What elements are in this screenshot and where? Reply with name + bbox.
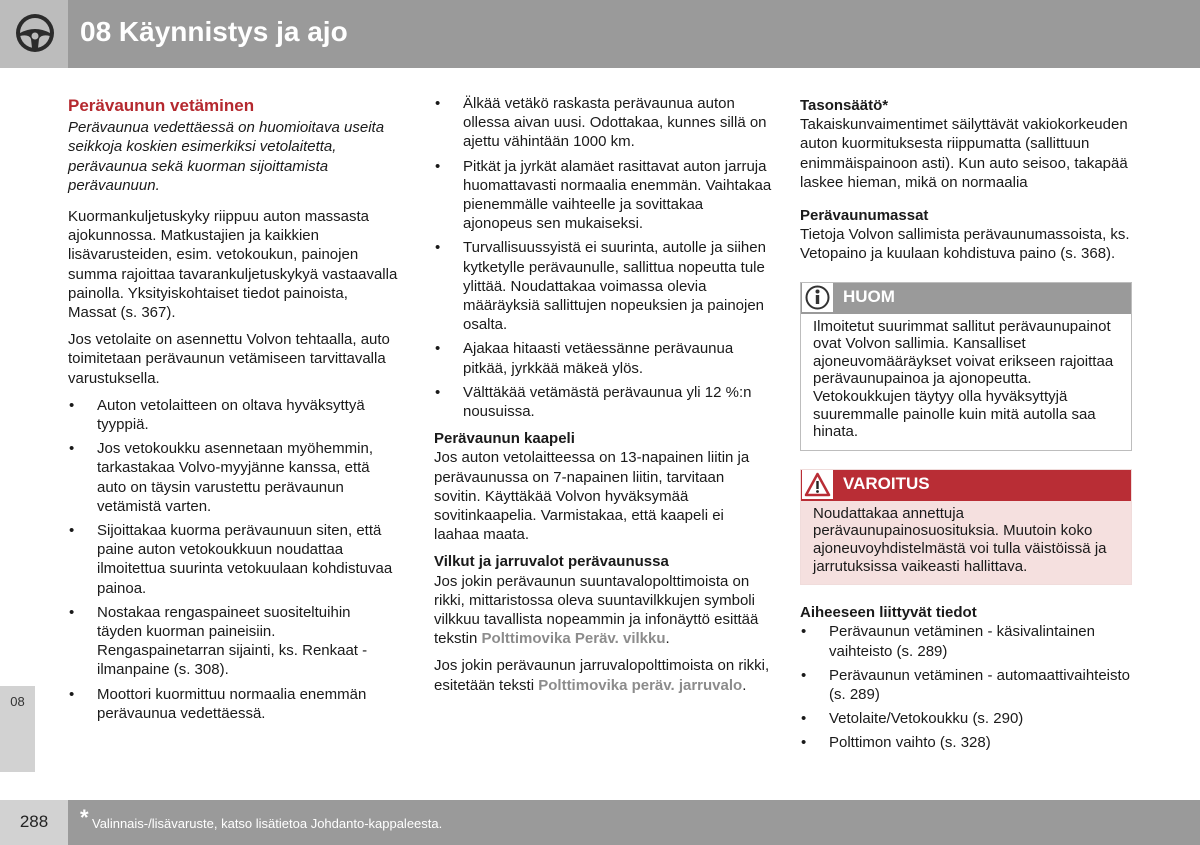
related-link[interactable] <box>800 733 1132 752</box>
cable-paragraph: Jos auton vetolaitteessa on 13-napainen liitin ja perävaunussa on 7-napainen liitin, tarvitaan sovitin. Käyttäkää Volvon hyväksymää sovitinkaapelia. Varmistakaa, että kaapeli ei laahaa maata. <box>434 449 750 544</box>
warning-header <box>801 470 1131 501</box>
note-text: Ilmoitetut suurimmat sallitut perävaunupainot ovat Volvon sallimia. Kansalliset ajoneuvomääräykset voivat erikseen rajoittaa perävaunupainoa ja ajonopeutta. Vetokoukkujen täytyy olla hyväksyttyjä suuremmalle painolle kuin mitä autolla saa hinata. <box>813 317 1114 441</box>
mass-paragraph: Tietoja Volvon sallimista perävaunumassoista, ks. Vetopaino ja kuulaan kohdistuva paino (s. 368). <box>800 226 1130 263</box>
level-heading: Tasonsäätö* <box>800 97 889 114</box>
section-intro: Perävaunua vedettäessä on huomioitava useita seikkoja koskien esimerkiksi vetolaitetta, perävaunua sekä kuorman sijoittamista perävaunuun. <box>68 119 385 194</box>
list-item-text: Nostakaa rengaspaineet suositeltuihin täyden kuorman paineisiin. Rengaspainetarran sijainti, ks. Renkaat - ilmanpaine (s. 308). <box>97 603 368 679</box>
footnote-star: * <box>80 805 89 830</box>
column-1 <box>68 94 398 728</box>
list-item-text: Ajakaa hitaasti vetäessänne perävaunua pitkää, jyrkkää mäkeä ylös. <box>463 340 734 377</box>
list-item <box>68 603 398 680</box>
warning-triangle-icon <box>802 470 833 499</box>
column-2 <box>434 94 772 703</box>
bullet-dot: • <box>435 340 441 358</box>
level-paragraph: Takaiskunvaimentimet säilyttävät vakiokorkeuden auton kuormituksesta riippumatta (sallittuun enimmäispainoon asti). Kun auto seisoo, takapää laskee hieman, mikä on normaalia <box>800 116 1128 191</box>
bullet-dot: • <box>801 710 807 728</box>
lights-period: . <box>665 630 670 648</box>
list-item <box>68 439 398 516</box>
list-item-text: Perävaunun vetäminen - käsivalintainen vaihteisto (s. 289) <box>829 623 1095 660</box>
bullet-dot: • <box>435 239 441 257</box>
list-item <box>434 157 772 234</box>
bullet-dot: • <box>801 623 807 641</box>
lights-paragraph <box>434 572 772 649</box>
warning-text: Noudattakaa annettuja perävaunupainosuosituksia. Muutoin koko ajoneuvoyhdistelmästä voi tulla väistöissä ja jarrutuksissa vaikeasti hallittava. <box>801 501 1131 584</box>
list-item <box>434 238 772 334</box>
lights-heading: Vilkut ja jarruvalot perävaunussa <box>434 553 669 571</box>
info-icon <box>802 283 833 312</box>
display-message: Polttimovika peräv. jarruvalo <box>538 676 743 694</box>
bullet-list <box>68 396 398 723</box>
list-item-text: Polttimon vaihto (s. 328) <box>829 734 991 752</box>
list-item-text: Vetolaite/Vetokoukku (s. 290) <box>829 710 1024 728</box>
note-label: HUOM <box>843 286 895 306</box>
related-link[interactable] <box>800 622 1132 660</box>
list-item <box>68 521 398 598</box>
chapter-icon-box <box>0 0 68 68</box>
side-tab-label: 08 <box>10 694 25 709</box>
paragraph-factory-towbar: Jos vetolaite on asennettu Volvon tehtaalla, auto toimitetaan perävaunun vetämiseen tarvittavalla varustuksella. <box>68 331 390 387</box>
bullet-dot: • <box>435 383 441 401</box>
cable-heading: Perävaunun kaapeli <box>434 430 575 448</box>
list-item-text: Turvallisuussyistä ei suurinta, autolle ja siihen kytketylle perävaunulle, sallittua nopeutta tule ylittää. Noudattakaa voimassa olevia määräyksiä sallittujen nopeuksien ja painojen osalta. <box>463 239 766 334</box>
chapter-header <box>0 0 1200 68</box>
footer-bar <box>68 800 1200 845</box>
paragraph-load-capacity: Kuormankuljetuskyky riippuu auton massasta ajokunnossa. Matkustajien ja kaikkien lisävarusteiden, esim. vetokoukun, painojen summa rajoittaa tavarankuljetuskykyä vastaavalla painolla. Yksityiskohtaiset tiedot painoista, Massat (s. 367). <box>68 208 398 322</box>
footnote-text: Valinnais-/lisävaruste, katso lisätietoa Johdanto-kappaleesta. <box>92 816 443 831</box>
list-item <box>434 339 772 377</box>
page-number-box <box>0 800 68 845</box>
bullet-dot: • <box>69 396 75 414</box>
bullet-dot: • <box>69 685 75 703</box>
list-item <box>68 685 398 723</box>
lights-text: Jos jokin perävaunun suuntavalopolttimoista on rikki, mittaristossa oleva suuntavilkkujen symboli vilkkuu tavallista nopeammin ja infonäyttö esittää tekstin <box>434 572 759 648</box>
column-3 <box>800 94 1132 758</box>
list-item-text: Älkää vetäkö raskasta perävaunua auton ollessa aivan uusi. Odottakaa, kunnes sillä on ajettu vähintään 1000 km. <box>463 95 767 151</box>
related-heading: Aiheeseen liittyvät tiedot <box>800 604 977 622</box>
brake-paragraph <box>434 656 772 694</box>
list-item-text: Sijoittakaa kuorma perävaunuun siten, että paine auton vetokoukkuun noudattaa ilmoitettua suurinta vetokuulaan kohdistuvaa painoa. <box>97 522 393 597</box>
note-header <box>801 283 1131 314</box>
list-item-text: Pitkät ja jyrkät alamäet rasittavat auton jarruja huomattavasti normaalia enemmän. Vaihtakaa pienemmälle vaihteelle ja sovittakaa ajonopeus sen mukaiseksi. <box>463 157 772 233</box>
list-item-text: Perävaunun vetäminen - automaattivaihteisto (s. 289) <box>829 666 1131 703</box>
list-item-text: Välttäkää vetämästä perävaunua yli 12 %:n nousuissa. <box>463 383 752 421</box>
brake-text: Jos jokin perävaunun jarruvalopolttimoista on rikki, esitetään teksti <box>434 657 770 694</box>
bullet-dot: • <box>69 603 75 621</box>
list-item <box>434 383 772 421</box>
bullet-dot: • <box>801 734 807 752</box>
list-item-text: Moottori kuormittuu normaalia enemmän perävaunua vedettäessä. <box>97 685 367 722</box>
list-item-text: Jos vetokoukku asennetaan myöhemmin, tarkastakaa Volvo-myyjänne kanssa, että auto on täysin varustettu perävaunun vetämistä varten. <box>97 440 373 515</box>
bullet-dot: • <box>69 440 75 458</box>
bullet-dot: • <box>69 522 75 540</box>
list-item <box>68 396 398 434</box>
page-number: 288 <box>19 812 49 831</box>
bullet-dot: • <box>435 157 441 175</box>
related-link[interactable] <box>800 666 1132 704</box>
list-item-text: Auton vetolaitteen on oltava hyväksyttyä tyyppiä. <box>97 396 365 434</box>
related-list <box>800 622 1132 752</box>
note-box <box>800 282 1132 451</box>
section-heading: Perävaunun vetäminen <box>68 96 255 115</box>
steering-wheel-icon <box>14 12 56 54</box>
bullet-list <box>434 94 772 421</box>
bullet-dot: • <box>801 666 807 684</box>
chapter-title: 08 Käynnistys ja ajo <box>80 16 348 47</box>
chapter-side-tab <box>0 686 35 772</box>
display-message: Polttimovika Peräv. vilkku <box>481 630 666 648</box>
warning-label: VAROITUS <box>843 473 930 493</box>
related-link[interactable] <box>800 709 1132 728</box>
brake-period: . <box>742 676 747 694</box>
mass-heading: Perävaunumassat <box>800 207 929 225</box>
list-item <box>434 94 772 152</box>
bullet-dot: • <box>435 95 441 112</box>
warning-box <box>800 469 1132 585</box>
